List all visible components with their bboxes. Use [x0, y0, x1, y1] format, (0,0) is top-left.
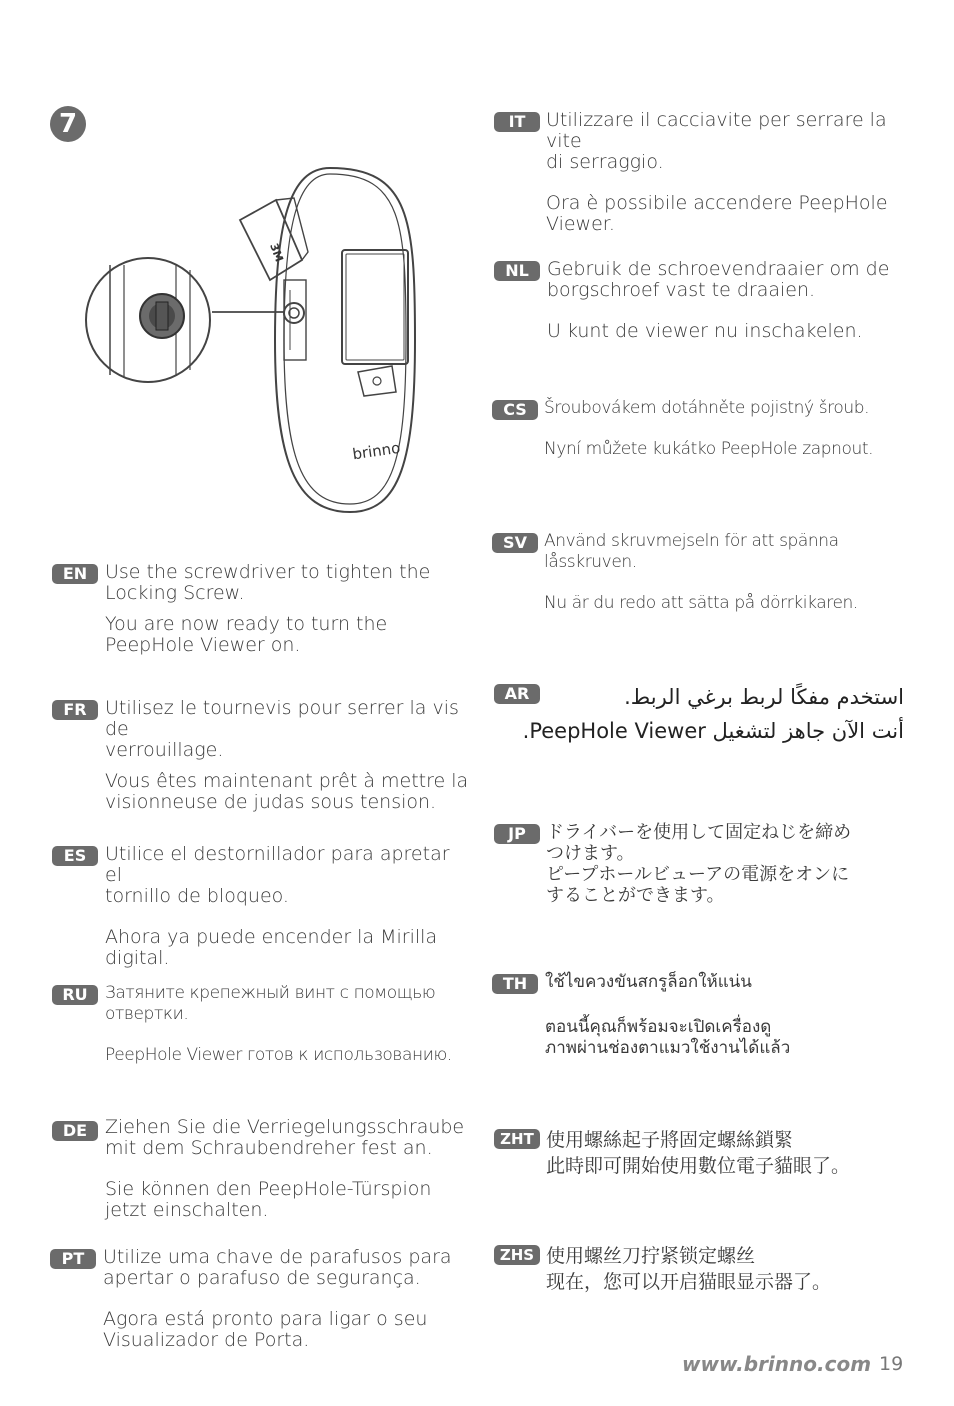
language-badge-jp: JP	[494, 824, 540, 844]
language-badge-cs: CS	[492, 400, 538, 420]
page-number: 19	[879, 1353, 904, 1375]
instruction-text: Gebruik de schroevendraaier om de	[547, 258, 890, 280]
instruction-text: Sie können den PeepHole-Türspion	[105, 1178, 432, 1200]
instruction-de	[52, 1117, 472, 1221]
instruction-text: apertar o parafuso de segurança.	[103, 1267, 421, 1289]
device-body	[275, 168, 415, 512]
battery-label: 3M	[267, 241, 286, 264]
instruction-text: ドライバーを使用して固定ねじを締め	[546, 822, 852, 843]
language-badge-pt: PT	[50, 1249, 96, 1269]
device-logo: brinno	[351, 438, 402, 464]
instruction-text: Locking Screw.	[105, 582, 245, 604]
instruction-pt	[50, 1247, 470, 1351]
language-badge-th: TH	[492, 974, 538, 994]
instruction-en	[52, 562, 472, 656]
instruction-text: mit dem Schraubendreher fest an.	[105, 1137, 433, 1159]
instruction-text: ภาพผ่านช่องตาแมวใช้งานได้แล้ว	[545, 1038, 791, 1058]
instruction-text: Nu är du redo att sätta på dörrkikaren.	[544, 593, 858, 613]
instruction-text: tornillo de bloqueo.	[105, 885, 289, 907]
language-badge-de: DE	[52, 1121, 98, 1141]
instruction-sv	[492, 531, 912, 614]
peephole-device-illustration	[80, 160, 440, 520]
language-badge-nl: NL	[494, 261, 540, 281]
instruction-text: Utilizzare il cacciavite per serrare la vite	[546, 109, 887, 152]
instruction-text: 使用螺絲起子將固定螺絲鎖緊	[546, 1129, 794, 1151]
instruction-es	[52, 844, 472, 969]
instruction-text: أنت الآن جاهز لتشغيل PeepHole Viewer.	[522, 719, 904, 743]
instruction-ar	[484, 680, 904, 748]
instruction-text: استخدم مفكًا لربط برغي الربط.	[624, 685, 904, 709]
instruction-nl	[494, 259, 914, 342]
instruction-ru	[52, 983, 472, 1066]
instruction-it	[494, 110, 914, 235]
instruction-text: ピープホールビューアの電源をオンに	[546, 864, 850, 885]
language-badge-zhs: ZHS	[494, 1245, 540, 1265]
instruction-text: 使用螺丝刀拧紧锁定螺丝	[546, 1245, 756, 1267]
instruction-text: Visualizador de Porta.	[103, 1329, 310, 1351]
instruction-text: låsskruven.	[544, 552, 637, 572]
instruction-text: PeepHole Viewer on.	[105, 634, 301, 656]
battery-cover	[240, 200, 302, 280]
instruction-text: verrouillage.	[105, 739, 224, 761]
instruction-text: Viewer.	[546, 213, 615, 235]
instruction-cs	[492, 398, 912, 460]
instruction-zhs	[494, 1243, 914, 1295]
instruction-text: visionneuse de judas sous tension.	[105, 791, 437, 813]
instruction-text: Vous êtes maintenant prêt à mettre la	[105, 770, 469, 792]
instruction-text: ตอนนี้คุณก็พร้อมจะเปิดเครื่องดู	[545, 1017, 772, 1037]
instruction-fr	[52, 698, 472, 813]
instruction-text: Utilisez le tournevis pour serrer la vis de	[105, 697, 459, 740]
step-number-badge: 7	[50, 106, 86, 142]
language-badge-ar: AR	[494, 684, 540, 704]
instruction-text: Utilice el destornillador para apretar el	[105, 843, 450, 886]
language-badge-it: IT	[494, 112, 540, 132]
instruction-text: Utilize uma chave de parafusos para	[103, 1246, 452, 1268]
language-badge-en: EN	[52, 564, 98, 584]
language-badge-ru: RU	[52, 985, 98, 1005]
instruction-zht	[494, 1127, 914, 1179]
language-badge-zht: ZHT	[494, 1129, 540, 1149]
instruction-text: Ora è possibile accendere PeepHole	[546, 192, 888, 214]
locking-screw	[284, 303, 304, 323]
instruction-text: 现在，您可以开启猫眼显示器了。	[546, 1271, 832, 1293]
language-badge-fr: FR	[52, 700, 98, 720]
instruction-text: digital.	[105, 947, 170, 969]
instruction-text: ใช้ไขควงขันสกรูล็อกให้แน่น	[545, 972, 752, 992]
instruction-text: di serraggio.	[546, 151, 664, 173]
instruction-text: U kunt de viewer nu inschakelen.	[547, 320, 863, 342]
instruction-text: つけます。	[546, 843, 635, 864]
instruction-th	[492, 972, 912, 1059]
instruction-text: Šroubovákem dotáhněte pojistný šroub.	[544, 398, 870, 418]
instruction-text: 此時即可開始使用數位電子貓眼了。	[546, 1155, 851, 1177]
instruction-text: Använd skruvmejseln för att spänna	[544, 531, 839, 551]
instruction-text: Затяните крепежный винт с помощью	[105, 983, 436, 1003]
instruction-text: Agora está pronto para ligar o seu	[103, 1308, 428, 1330]
instruction-text: You are now ready to turn the	[105, 613, 388, 635]
instruction-text: Use the screwdriver to tighten the	[105, 561, 431, 583]
language-badge-es: ES	[52, 846, 98, 866]
device-screen	[342, 250, 408, 364]
language-badge-sv: SV	[492, 533, 538, 553]
instruction-text: borgschroef vast te draaien.	[547, 279, 816, 301]
instruction-jp	[494, 822, 914, 906]
instruction-text: отвертки.	[105, 1004, 189, 1024]
instruction-text: jetzt einschalten.	[105, 1199, 269, 1221]
power-button	[358, 366, 396, 396]
instruction-text: Ziehen Sie die Verriegelungsschraube	[105, 1116, 465, 1138]
instruction-text: Nyní můžete kukátko PeepHole zapnout.	[544, 439, 874, 459]
footer-website-link[interactable]: www.brinno.com	[682, 1352, 872, 1376]
instruction-text: することができます。	[546, 885, 725, 906]
instruction-text: Ahora ya puede encender la Mirilla	[105, 926, 438, 948]
instruction-text: PeepHole Viewer готов к использованию.	[105, 1045, 452, 1065]
